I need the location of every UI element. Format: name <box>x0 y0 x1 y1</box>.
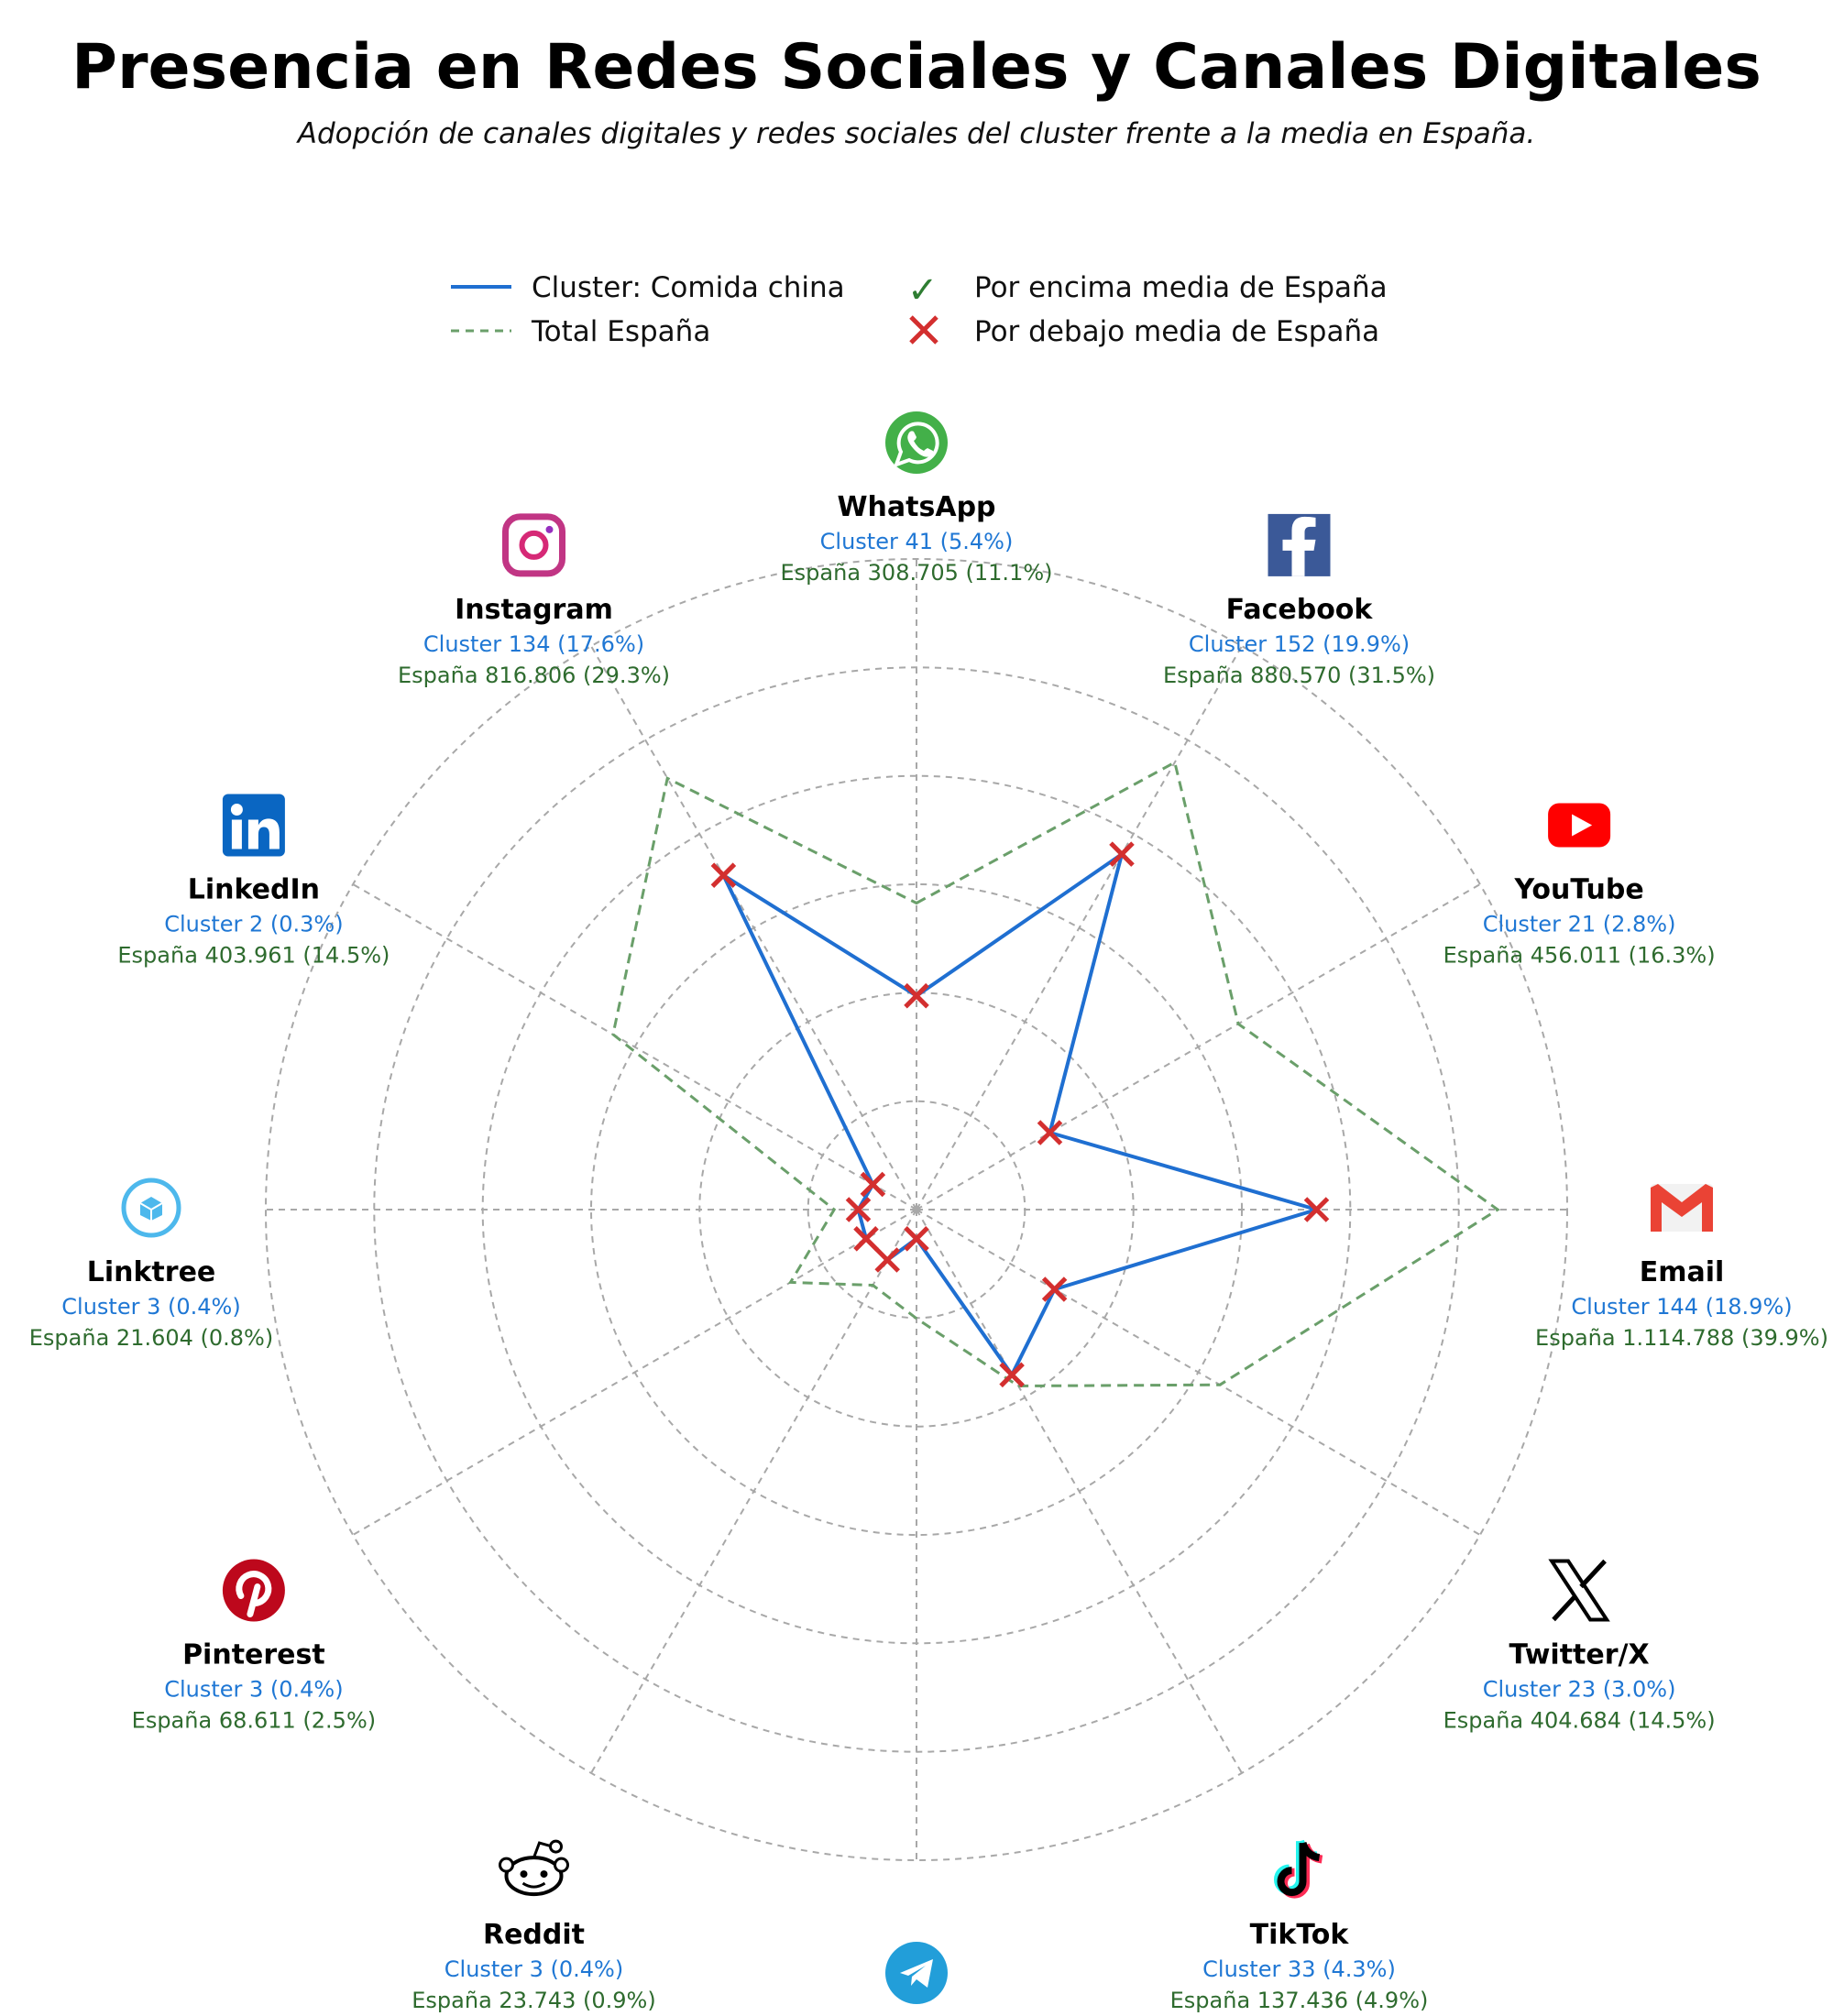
tiktok-icon <box>1279 1841 1323 1894</box>
grid-spoke <box>916 884 1480 1210</box>
marker-linkedin <box>862 1174 884 1196</box>
icon-frame <box>506 517 563 574</box>
marker-facebook <box>1111 843 1133 865</box>
center-dot <box>913 1206 920 1213</box>
pinterest-icon <box>223 1560 285 1622</box>
legend <box>451 269 1388 348</box>
email-icon <box>1651 1184 1713 1232</box>
icon-antenna-tip <box>551 1841 562 1852</box>
cluster-value: Cluster 41 (5.4%) <box>819 529 1014 554</box>
cluster-value: Cluster 21 (2.8%) <box>1482 911 1676 937</box>
grid-spoke <box>916 1210 1242 1773</box>
facebook-icon <box>1268 514 1331 576</box>
category-name: TikTok <box>1249 1919 1349 1952</box>
category-label-twitter-x <box>1443 1639 1716 1734</box>
instagram-icon <box>506 517 563 574</box>
cluster-value: Cluster 3 (0.4%) <box>444 1956 624 1983</box>
chart-title: Presencia en Redes Sociales y Canales Digitales <box>71 31 1762 104</box>
grid-spoke <box>916 1210 1480 1535</box>
legend-above-label: Por encima media de España <box>974 271 1388 304</box>
marker-reddit <box>876 1249 898 1271</box>
category-label-instagram <box>398 594 670 688</box>
category-name: Email <box>1639 1256 1725 1288</box>
grid-spoke <box>353 884 916 1210</box>
icon-eye <box>521 1870 528 1878</box>
category-label-pinterest <box>132 1639 376 1734</box>
icon-ear <box>555 1858 568 1871</box>
check-icon: ✓ <box>907 269 938 312</box>
icon-eye <box>541 1870 548 1878</box>
radar-grid <box>266 559 1567 1860</box>
spain-value: España 23.743 (0.9%) <box>412 1988 656 2014</box>
spain-value: España 403.961 (14.5%) <box>117 942 390 969</box>
spain-value: España 880.570 (31.5%) <box>1163 662 1435 688</box>
reddit-icon <box>500 1841 568 1894</box>
category-name: Pinterest <box>182 1638 325 1671</box>
spain-value: España 456.011 (16.3%) <box>1443 942 1716 969</box>
category-name: WhatsApp <box>837 491 996 523</box>
icon-x-arm <box>1581 1561 1605 1587</box>
telegram-icon <box>885 1942 948 2004</box>
category-label-email <box>1535 1256 1828 1351</box>
icon-dot <box>546 526 554 533</box>
spain-value: España 21.604 (0.8%) <box>28 1325 274 1351</box>
marker-pinterest <box>855 1228 877 1250</box>
category-name: Reddit <box>482 1919 586 1952</box>
linktree-icon <box>124 1180 179 1235</box>
category-name: Facebook <box>1225 593 1373 626</box>
spain-value: España 137.436 (4.9%) <box>1169 1988 1429 2014</box>
cluster-value: Cluster 33 (4.3%) <box>1202 1956 1396 1983</box>
category-name: LinkedIn <box>187 873 321 906</box>
youtube-icon <box>1548 804 1610 848</box>
grid-spoke <box>591 1210 916 1773</box>
cluster-value: Cluster 144 (18.9%) <box>1571 1294 1793 1320</box>
cluster-value: Cluster 152 (19.9%) <box>1188 630 1410 657</box>
category-name: YouTube <box>1514 873 1644 906</box>
legend-total-label: Total España <box>532 315 711 348</box>
category-label-linktree <box>29 1256 273 1351</box>
category-name: Instagram <box>455 593 613 626</box>
category-label-linkedin <box>117 874 390 969</box>
spain-value: España 68.611 (2.5%) <box>131 1707 377 1734</box>
category-label-youtube <box>1443 874 1716 969</box>
grid-spoke <box>591 646 916 1210</box>
twitter-x-icon <box>1552 1561 1607 1620</box>
chart-subtitle: Adopción de canales digitales y redes sociales del cluster frente a la media en España. <box>297 117 1536 150</box>
whatsapp-icon <box>885 411 948 474</box>
linkedin-icon <box>223 794 285 857</box>
category-label-tiktok <box>1170 1919 1429 2013</box>
spain-value: España 816.806 (29.3%) <box>398 662 670 688</box>
spain-value: España 308.705 (11.1%) <box>780 560 1053 586</box>
icon-i-dot <box>231 804 243 816</box>
icon-ear <box>500 1858 513 1871</box>
icon-head <box>507 1857 562 1894</box>
category-label-facebook <box>1163 594 1435 688</box>
cluster-value: Cluster 2 (0.3%) <box>164 911 344 937</box>
marker-youtube <box>1039 1122 1061 1144</box>
category-name: Twitter/X <box>1509 1638 1650 1671</box>
marker-twitter-x <box>1044 1278 1066 1300</box>
spain-value: España 1.114.788 (39.9%) <box>1535 1325 1828 1351</box>
category-label-reddit <box>412 1919 655 2013</box>
icon-i-stem <box>232 820 242 849</box>
marker-instagram <box>712 864 734 886</box>
legend-below-label: Por debajo media de España <box>974 315 1380 348</box>
cluster-value: Cluster 3 (0.4%) <box>61 1294 241 1320</box>
cluster-value: Cluster 23 (3.0%) <box>1482 1676 1676 1703</box>
legend-cluster-label: Cluster: Comida china <box>532 271 845 304</box>
grid-spoke <box>353 1210 916 1535</box>
cross-icon <box>911 317 937 343</box>
category-label-whatsapp <box>781 491 1053 586</box>
grid-spoke <box>916 646 1242 1210</box>
icon-lens <box>522 533 546 557</box>
cluster-value: Cluster 3 (0.4%) <box>164 1676 344 1703</box>
icon-x-arm <box>1553 1596 1575 1620</box>
spain-value: España 404.684 (14.5%) <box>1443 1707 1716 1734</box>
cluster-value: Cluster 134 (17.6%) <box>423 630 645 657</box>
category-name: Linktree <box>86 1256 216 1288</box>
